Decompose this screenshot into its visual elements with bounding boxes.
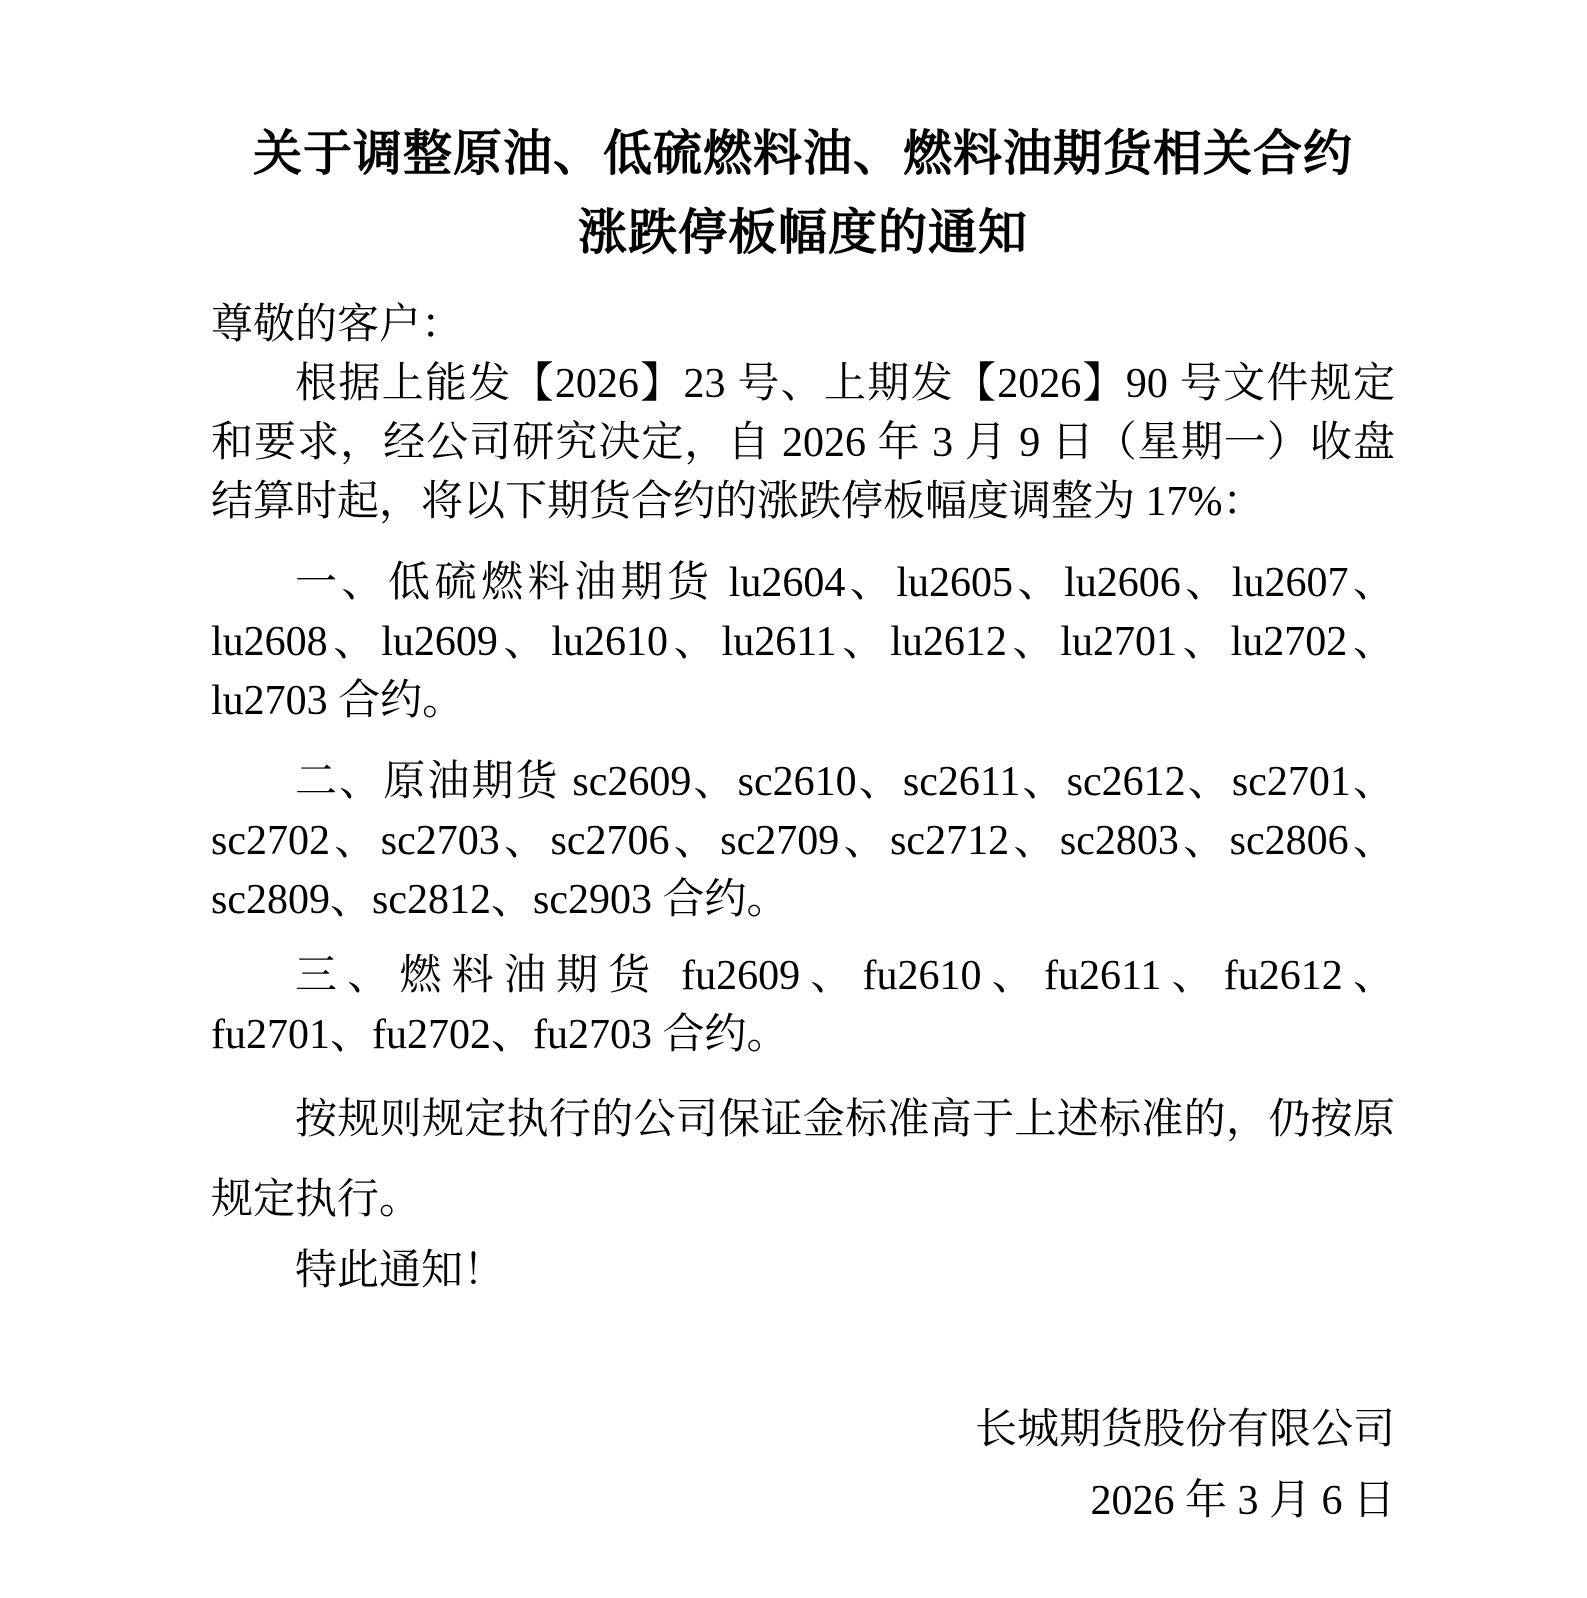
salutation: 尊敬的客户： <box>211 302 464 348</box>
title-line-1: 关于调整原油、低硫燃料油、燃料油期货相关合约 <box>252 126 1353 181</box>
signature-company: 长城期货股份有限公司 <box>974 1407 1395 1453</box>
notice-line: 特此通知！ <box>295 1248 506 1294</box>
closing-paragraph: 按规则规定执行的公司保证金标准高于上述标准的，仍按原规定执行。 <box>211 1097 1395 1223</box>
list-item-fu-contracts: 三、燃料油期货 fu2609、fu2610、fu2611、fu2612、fu2701、fu2702、fu2703 合约。 <box>211 953 1395 1058</box>
intro-paragraph: 根据上能发【2026】23 号、上期发【2026】90 号文件规定和要求，经公司研究决定，自 2026 年 3 月 9 日（星期一）收盘结算时起，将以下期货合约的涨跌停板幅度调整为 17%： <box>211 361 1395 525</box>
list-item-lu-contracts: 一、低硫燃料油期货 lu2604、lu2605、lu2606、lu2607、lu2608、lu2609、lu2610、lu2611、lu2612、lu2701、lu2702、lu2703 合约。 <box>211 560 1395 724</box>
title-line-2: 涨跌停板幅度的通知 <box>577 205 1028 260</box>
signature-block <box>211 1395 1395 1537</box>
document-title <box>211 114 1395 272</box>
list-item-sc-contracts: 二、原油期货 sc2609、sc2610、sc2611、sc2612、sc2701、sc2702、sc2703、sc2706、sc2709、sc2712、sc2803、sc2806、sc2809、sc2812、sc2903 合约。 <box>211 759 1395 923</box>
signature-date: 2026 年 3 月 6 日 <box>1090 1478 1395 1524</box>
